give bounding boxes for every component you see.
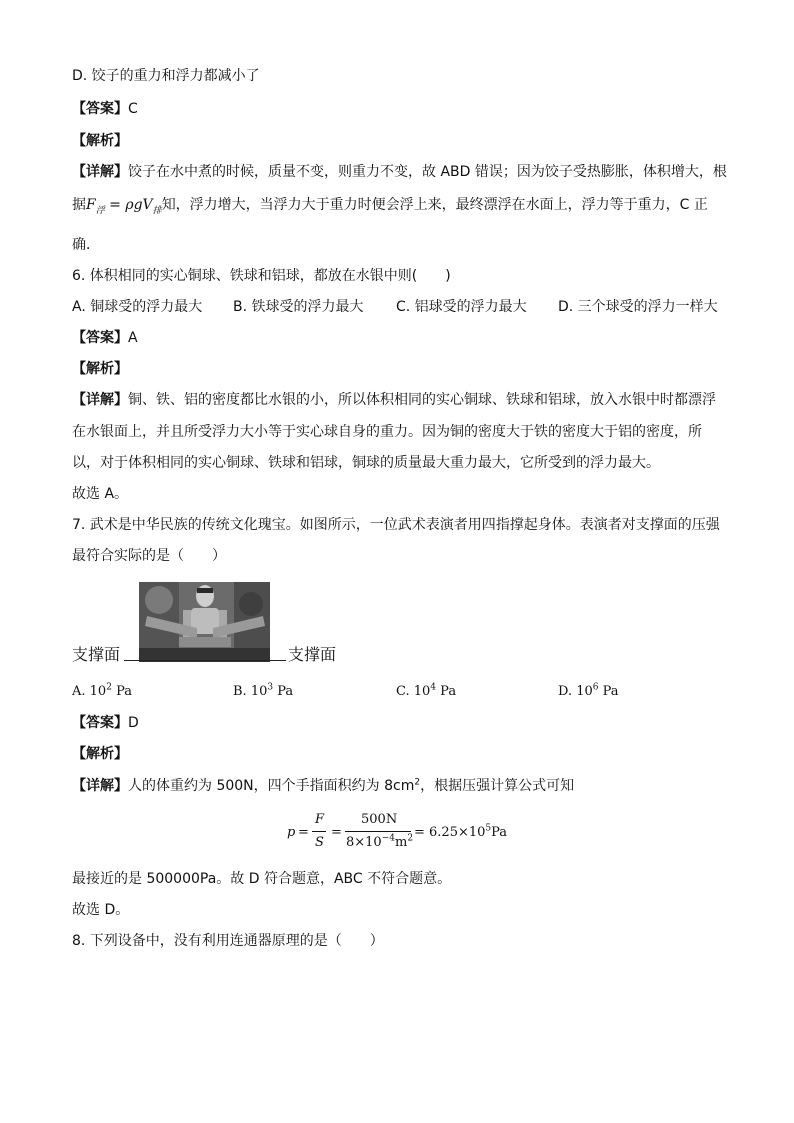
support-surface-label-right: 支撑面 [288,645,337,664]
performer-photo [139,582,270,662]
detail-text: 铜、铁、铝的密度都比水银的小，所以体积相同的实心铜球、铁球和铝球，放入水银中时都漂浮 [128,392,716,408]
answer-value: C [128,101,138,117]
answer-value: A [128,330,138,346]
detail-text: ，根据压强计算公式可知 [420,778,575,794]
fraction-bar-2 [345,831,411,832]
buoyancy-formula [86,197,162,216]
answer-value: D [128,715,139,731]
formula-F: F [315,812,325,827]
q7-stem-line2: 最符合实际的是（ ） [72,548,226,564]
detail-tag: 【详解】 [72,392,128,408]
q7-option-b: B. $10^3$ Pa [233,682,294,699]
support-surface-label-left: 支撑面 [72,645,121,664]
formula-numerator: 500N [361,812,398,827]
q6-analysis-tag: 【解析】 [72,361,128,377]
cm2-exponent: 2 [414,777,421,788]
performer-illustration [139,582,270,662]
answer-tag: 【答案】 [72,715,128,731]
q6-option-d: D. 三个球受的浮力一样大 [558,299,718,315]
formula-sub-fu: 浮 [95,205,105,216]
q7-stem-line1: 7. 武术是中华民族的传统文化瑰宝。如图所示，一位武术表演者用四指撑起身体。表演者对支撑面的压强 [72,517,720,533]
q6-detail-line1 [72,391,716,409]
formula-result: = $6.25\times 10^5Pa$ [414,823,508,840]
q5-detail-line2 [72,196,708,214]
q7-option-c: C. $10^4$ Pa [396,682,457,699]
q6-stem: 6. 体积相同的实心铜球、铁球和铝球，都放在水银中则( ) [72,268,451,284]
q6-answer [72,329,138,347]
fraction-bar-1 [312,831,326,832]
q7-option-d: D. $10^6$ Pa [558,682,619,699]
formula-rhs: = ρgV [104,197,153,213]
q7-closest: 最接近的是 500000Pa。故 D 符合题意，ABC 不符合题意。 [72,871,452,887]
formula-f: F [86,197,96,213]
q8-stem: 8. 下列设备中，没有利用连通器原理的是（ ） [72,933,384,949]
detail-tag: 【详解】 [72,778,128,794]
support-surface-line-right [220,660,286,661]
q7-analysis-tag: 【解析】 [72,746,128,762]
q6-option-c: C. 铝球受的浮力最大 [396,299,527,315]
detail-text: 知，浮力增大，当浮力大于重力时便会浮上来，最终漂浮在水面上，浮力等于重力，C 正 [161,197,708,213]
detail-tag: 【详解】 [72,164,128,180]
formula-S: S [315,835,324,850]
q6-detail-line3: 以，对于体积相同的实心铜球、铁球和铝球，铜球的质量最大重力最大，它所受到的浮力最大。 [72,455,660,471]
q7-answer [72,714,139,732]
formula-denominator: $8\times 10^{-4}m^2$ [346,833,414,850]
q5-answer [72,100,138,118]
q5-analysis-tag: 【解析】 [72,133,128,149]
q6-option-a: A. 铜球受的浮力最大 [72,299,203,315]
q6-option-b: B. 铁球受的浮力最大 [233,299,364,315]
answer-tag: 【答案】 [72,101,128,117]
wushu-figure [72,582,372,668]
answer-tag: 【答案】 [72,330,128,346]
q6-conclusion: 故选 A。 [72,486,129,502]
q7-conclusion: 故选 D。 [72,902,130,918]
formula-sub-pai: 排 [152,205,162,216]
q7-option-a: A. $10^2$ Pa [72,682,132,699]
q5-option-d: D. 饺子的重力和浮力都减小了 [72,68,260,84]
q6-detail-line2: 在水银面上，并且所受浮力大小等于实心球自身的重力。因为铜的密度大于铁的密度大于铝的密度，所 [72,424,702,440]
formula-p: p [287,825,296,840]
detail-text: 据 [72,197,86,213]
q7-detail-line1 [72,777,574,795]
q5-detail-line3: 确． [72,237,100,253]
detail-text: 饺子在水中煮的时候，质量不变，则重力不变，故 ABD 错误；因为饺子受热膨胀，体积增大，根 [128,164,727,180]
detail-text: 人的体重约为 500N，四个手指面积约为 8cm [128,778,415,794]
q5-detail-line1 [72,163,727,181]
